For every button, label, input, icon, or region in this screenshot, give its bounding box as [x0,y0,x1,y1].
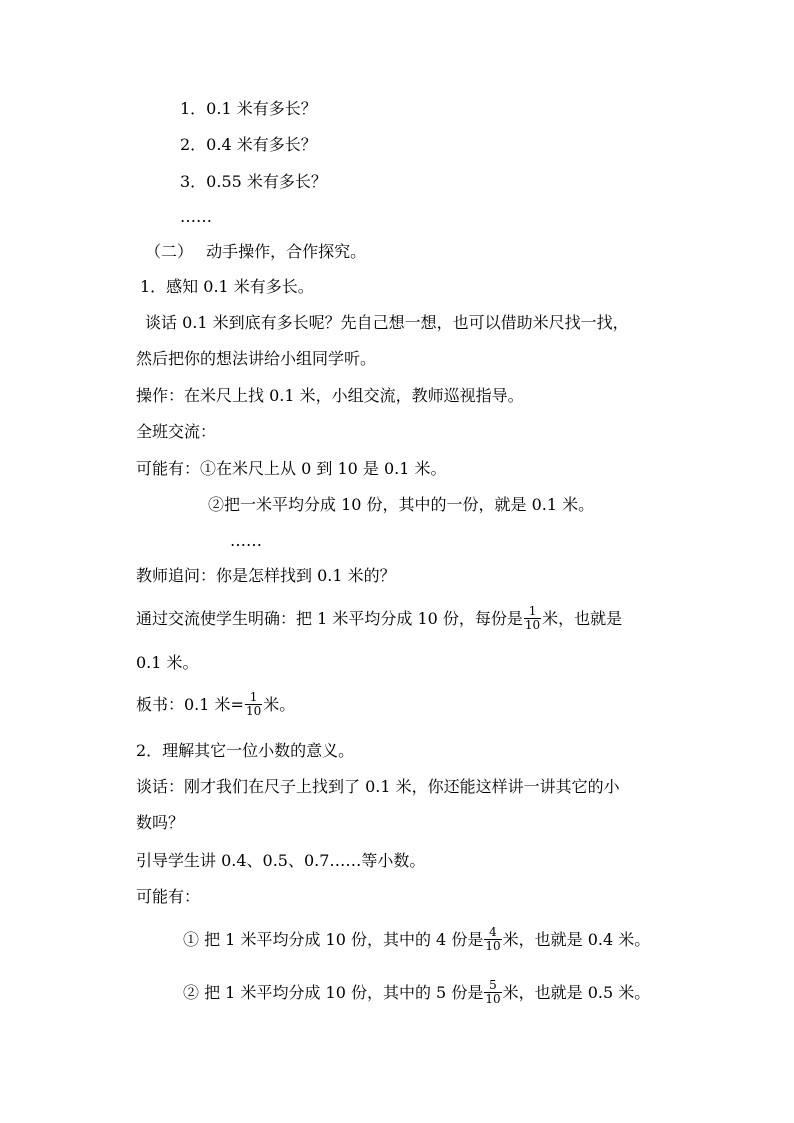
step-1-heading: 1．感知 0.1 米有多长。 [140,277,314,296]
fraction-denominator: 10 [485,939,501,953]
talk-2-line-2: 数吗？ [136,813,185,832]
fraction-four-tenths [484,926,501,953]
fraction-denominator: 10 [245,704,262,718]
operation-text: 操作：在米尺上找 0.1 米，小组交流，教师巡视指导。 [136,386,524,405]
item-b-prefix: ② 把 1 米平均分成 10 份，其中的 5 份是 [183,983,484,1002]
possible-item-a [183,925,650,955]
question-2: 2．0.4 米有多长？ [180,135,317,154]
clarify-suffix: 米，也就是 [542,609,623,628]
item-a-suffix: 米，也就是 0.4 米。 [502,930,651,949]
ellipsis: …… [230,531,262,550]
fraction-numerator: 1 [245,691,262,705]
talk-2-line-1: 谈话：刚才我们在尺子上找到了 0.1 米，你还能这样讲一讲其它的小 [136,777,620,796]
fraction-numerator: 1 [524,605,541,619]
question-1: 1．0.1 米有多长？ [180,99,317,118]
possible-answers-1 [136,458,447,480]
question-3: 3．0.55 米有多长？ [180,172,327,191]
board-writing [136,690,295,720]
fraction-denominator: 10 [485,992,501,1006]
talk-1-line-1: 谈话 0.1 米到底有多长呢？先自己想一想，也可以借助米尺找一找， [145,313,629,332]
possible-item-2: ②把一米平均分成 10 份，其中的一份，就是 0.1 米。 [208,495,595,514]
board-prefix: 板书：0.1 米= [136,695,244,714]
section-heading: （二） 动手操作，合作探究。 [145,242,367,261]
possible-item-1: ①在米尺上从 0 到 10 是 0.1 米。 [200,459,447,478]
possible-answers-2-label: 可能有： [136,887,201,906]
possible-item-b [183,978,650,1008]
item-a-prefix: ① 把 1 米平均分成 10 份，其中的 4 份是 [183,930,484,949]
item-b-suffix: 米，也就是 0.5 米。 [502,983,651,1002]
guide-text: 引导学生讲 0.4、0.5、0.7……等小数。 [136,851,426,870]
possible-prefix: 可能有： [136,459,201,478]
ellipsis: …… [180,207,212,226]
clarify-prefix: 通过交流使学生明确：把 1 米平均分成 10 份，每份是 [136,609,523,628]
board-suffix: 米。 [263,695,296,714]
fraction-one-tenth [245,691,262,718]
clarify-line-2: 0.1 米。 [136,653,199,672]
fraction-denominator: 10 [524,618,541,632]
clarify-line-1 [136,604,622,634]
fraction-numerator: 4 [484,926,501,940]
teacher-question: 教师追问：你是怎样找到 0.1 米的？ [136,566,396,585]
fraction-numerator: 5 [484,979,501,993]
fraction-one-tenth [524,605,541,632]
class-exchange-label: 全班交流： [136,422,217,441]
step-2-heading: 2．理解其它一位小数的意义。 [136,741,355,760]
talk-1-line-2: 然后把你的想法讲给小组同学听。 [136,349,377,368]
fraction-five-tenths [484,979,501,1006]
